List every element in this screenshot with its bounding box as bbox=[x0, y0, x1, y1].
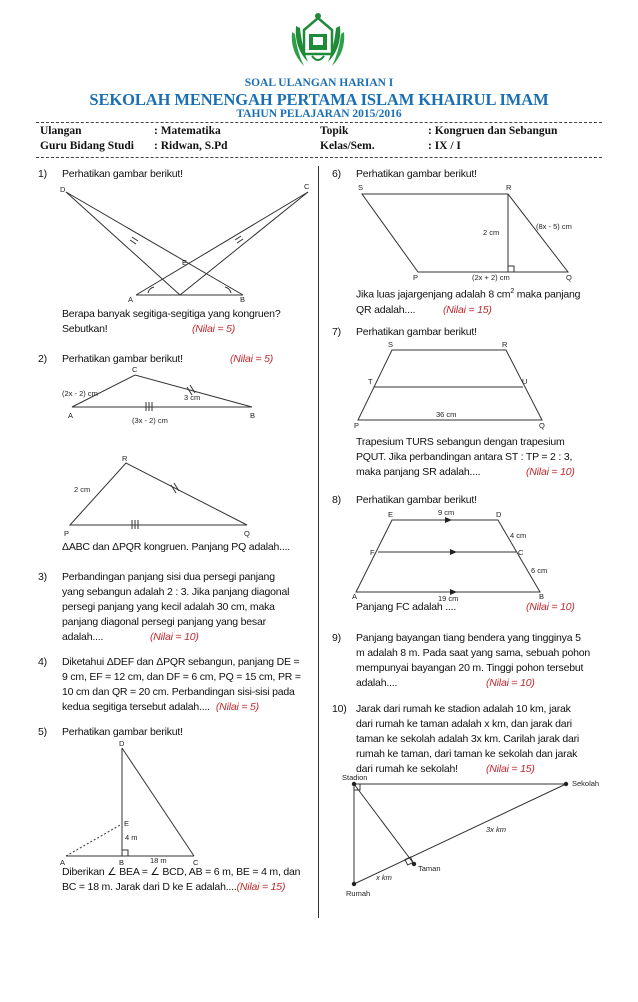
question-text: Diberikan bbox=[62, 866, 108, 878]
side-bc-label: 18 m bbox=[150, 856, 167, 865]
label-T: T bbox=[368, 377, 373, 386]
question-text: adalah.... bbox=[62, 631, 104, 643]
height-label: 2 cm bbox=[483, 228, 500, 237]
label-F: F bbox=[370, 548, 375, 557]
question-text: rumah ke taman, dari taman ke sekolah dan jarak bbox=[356, 748, 578, 760]
label-B: B bbox=[240, 295, 246, 304]
label-A: A bbox=[68, 411, 74, 420]
guru-value: : Ridwan, S.Pd bbox=[154, 140, 228, 152]
ulangan-value: : Matematika bbox=[154, 125, 221, 137]
question-text: Perhatikan gambar berikut! bbox=[356, 326, 477, 338]
figure-2 bbox=[62, 365, 272, 540]
side-pq-label: (2x + 2) cm bbox=[472, 273, 510, 282]
side-cb-label: 6 cm bbox=[531, 566, 548, 575]
question-text: adalah.... bbox=[356, 677, 398, 689]
question-text: panjang diagonal persegi panjang yang besar bbox=[62, 616, 266, 628]
question-text: QR adalah.... bbox=[356, 303, 416, 316]
superscript: 2 bbox=[510, 288, 515, 295]
side-bc-label: 3 cm bbox=[184, 393, 201, 402]
figure-6 bbox=[350, 182, 590, 282]
label-E: E bbox=[182, 258, 188, 267]
label-B: B bbox=[539, 592, 545, 601]
question-number: 6) bbox=[332, 168, 341, 180]
label-U: U bbox=[522, 377, 528, 386]
figure-10 bbox=[340, 773, 610, 906]
side-ed-label: 9 cm bbox=[438, 508, 455, 517]
label-P: P bbox=[64, 529, 70, 538]
question-text: Panjang FC adalah .... bbox=[356, 601, 457, 613]
score-label: (Nilai = 15) bbox=[443, 303, 492, 316]
label-taman: Taman bbox=[418, 864, 441, 873]
question-number: 4) bbox=[38, 656, 47, 668]
figure-7 bbox=[350, 340, 550, 430]
question-text: Perhatikan gambar berikut! bbox=[356, 168, 477, 180]
school-name: SEKOLAH MENENGAH PERTAMA ISLAM KHAIRUL IMAM bbox=[89, 90, 549, 109]
side-ac-label: (2x - 2) cm bbox=[62, 389, 98, 398]
question-text: Perhatikan gambar berikut! bbox=[62, 353, 183, 365]
score-label: (Nilai = 5) bbox=[192, 323, 236, 335]
label-A: A bbox=[60, 858, 66, 867]
question-text: Berapa banyak segitiga-segitiga yang kongruen? bbox=[62, 308, 281, 320]
question-text: Diketahui ΔDEF dan ΔPQR sebangun, panjang DE = bbox=[62, 656, 300, 668]
question-text: ΔABC dan ΔPQR kongruen. Panjang PQ adalah.... bbox=[62, 541, 290, 553]
label-D: D bbox=[496, 510, 502, 519]
side-dc-label: 4 cm bbox=[510, 531, 527, 540]
label-D: D bbox=[119, 739, 125, 748]
label-Q: Q bbox=[566, 273, 572, 282]
label-sekolah: Sekolah bbox=[572, 779, 600, 788]
figure-8 bbox=[350, 508, 560, 603]
question-number: 1) bbox=[38, 168, 47, 180]
ulangan-label: Ulangan bbox=[40, 125, 82, 137]
side-pr-label: 2 cm bbox=[74, 485, 91, 494]
figure-5 bbox=[60, 738, 210, 866]
question-text: persegi panjang yang kecil adalah 30 cm, maka bbox=[62, 601, 275, 613]
label-Q: Q bbox=[244, 529, 250, 538]
label-Q: Q bbox=[539, 421, 545, 430]
label-B: B bbox=[119, 858, 125, 867]
score-label: (Nilai = 10) bbox=[526, 601, 575, 613]
header-divider bbox=[36, 122, 602, 123]
side-pq-label: 36 cm bbox=[436, 410, 457, 419]
question-number: 2) bbox=[38, 353, 47, 365]
question-number: 10) bbox=[332, 703, 347, 715]
question-text: Perhatikan gambar berikut! bbox=[62, 726, 183, 738]
question-text: Jarak dari rumah ke stadion adalah 10 km, jarak bbox=[356, 703, 571, 715]
question-number: 9) bbox=[332, 632, 341, 644]
label-B: B bbox=[250, 411, 256, 420]
label-E: E bbox=[388, 510, 394, 519]
kelas-label: Kelas/Sem. bbox=[320, 140, 375, 152]
kelas-value: : IX / I bbox=[428, 140, 461, 152]
question-text: m adalah 8 m. Pada saat yang sama, sebuah pohon bbox=[356, 647, 591, 659]
question-text: Jika luas jajargenjang adalah 8 cm bbox=[356, 288, 511, 301]
figure-1 bbox=[60, 180, 320, 305]
question-text: BEA = bbox=[116, 866, 151, 878]
score-label: (Nilai = 10) bbox=[526, 466, 575, 478]
side-ab-label: (3x - 2) cm bbox=[132, 416, 168, 425]
question-text: Perbandingan panjang sisi dua persegi panjang bbox=[62, 571, 275, 583]
school-logo bbox=[282, 4, 354, 76]
label-S: S bbox=[388, 340, 394, 349]
question-text: Sebutkan! bbox=[62, 323, 108, 335]
question-text: taman ke sekolah adalah 3x km. Carilah jarak dari bbox=[356, 733, 580, 745]
side-3x-label: 3x km bbox=[486, 825, 507, 834]
question-text: maka panjang SR adalah.... bbox=[356, 466, 481, 478]
score-label: (Nilai = 5) bbox=[215, 701, 259, 713]
question-text: dari rumah ke sekolah! bbox=[356, 763, 458, 775]
question-text: kedua segitiga tersebut adalah.... bbox=[62, 701, 210, 713]
label-D: D bbox=[60, 185, 66, 194]
question-text: mempunyai bayangan 20 m. Tinggi pohon tersebut bbox=[356, 662, 584, 674]
question-text: maka panjang bbox=[514, 288, 581, 301]
side-qr-label: (8x - 5) cm bbox=[536, 222, 572, 231]
question-text: Panjang bayangan tiang bendera yang tingginya 5 bbox=[356, 632, 581, 644]
info-divider bbox=[36, 157, 602, 158]
question-text: BC = 18 m. Jarak dari D ke E adalah.... bbox=[62, 881, 237, 893]
guru-label: Guru Bidang Studi bbox=[40, 140, 134, 152]
score-label: (Nilai = 15) bbox=[486, 763, 535, 775]
side-ab-label: 19 cm bbox=[438, 594, 459, 603]
question-text: Perhatikan gambar berikut! bbox=[62, 168, 183, 180]
question-text: yang sebangun adalah 2 : 3. Jika panjang diagonal bbox=[62, 586, 290, 598]
topik-label: Topik bbox=[320, 125, 349, 137]
question-text: 10 cm dan QR = 20 cm. Perbandingan sisi-sisi pada bbox=[62, 686, 295, 698]
label-R: R bbox=[122, 454, 128, 463]
question-text: Trapesium TURS sebangun dengan trapesium bbox=[356, 436, 565, 448]
label-A: A bbox=[128, 295, 134, 304]
score-label: (Nilai = 10) bbox=[150, 631, 199, 643]
label-C: C bbox=[132, 365, 138, 374]
question-number: 7) bbox=[332, 326, 341, 338]
label-R: R bbox=[502, 340, 508, 349]
label-E: E bbox=[124, 819, 130, 828]
side-x-label: x km bbox=[376, 873, 392, 882]
question-number: 8) bbox=[332, 494, 341, 506]
label-P: P bbox=[354, 421, 360, 430]
label-C: C bbox=[304, 182, 310, 191]
question-text: BCD, AB = 6 m, BE = 4 m, dan bbox=[159, 866, 301, 878]
label-stadion: Stadion bbox=[342, 773, 368, 782]
score-label: (Nilai = 10) bbox=[486, 677, 535, 689]
angle-icon: ∠ bbox=[107, 866, 117, 878]
label-C: C bbox=[193, 858, 199, 867]
school-year: TAHUN PELAJARAN 2015/2016 bbox=[236, 108, 402, 120]
label-R: R bbox=[506, 183, 512, 192]
question-text: dari rumah ke taman adalah x km, dan jarak dari bbox=[356, 718, 572, 730]
label-S: S bbox=[358, 183, 364, 192]
label-C: C bbox=[518, 548, 524, 557]
question-number: 5) bbox=[38, 726, 47, 738]
label-A: A bbox=[352, 592, 358, 601]
label-P: P bbox=[413, 273, 419, 282]
exam-subtitle: SOAL ULANGAN HARIAN I bbox=[244, 77, 394, 89]
score-label: (Nilai = 15) bbox=[236, 881, 286, 893]
angle-icon: ∠ bbox=[150, 866, 160, 878]
topik-value: : Kongruen dan Sebangun bbox=[428, 125, 558, 137]
question-text: Perhatikan gambar berikut! bbox=[356, 494, 477, 506]
side-be-label: 4 m bbox=[125, 833, 138, 842]
question-text: 9 cm, EF = 12 cm, dan DF = 6 cm, PQ = 15 cm, PR = bbox=[62, 671, 301, 683]
question-number: 3) bbox=[38, 571, 47, 583]
label-rumah: Rumah bbox=[346, 889, 371, 898]
question-text: PQUT. Jika perbandingan antara ST : TP = 2 : 3, bbox=[356, 451, 573, 463]
score-label: (Nilai = 5) bbox=[230, 353, 274, 365]
